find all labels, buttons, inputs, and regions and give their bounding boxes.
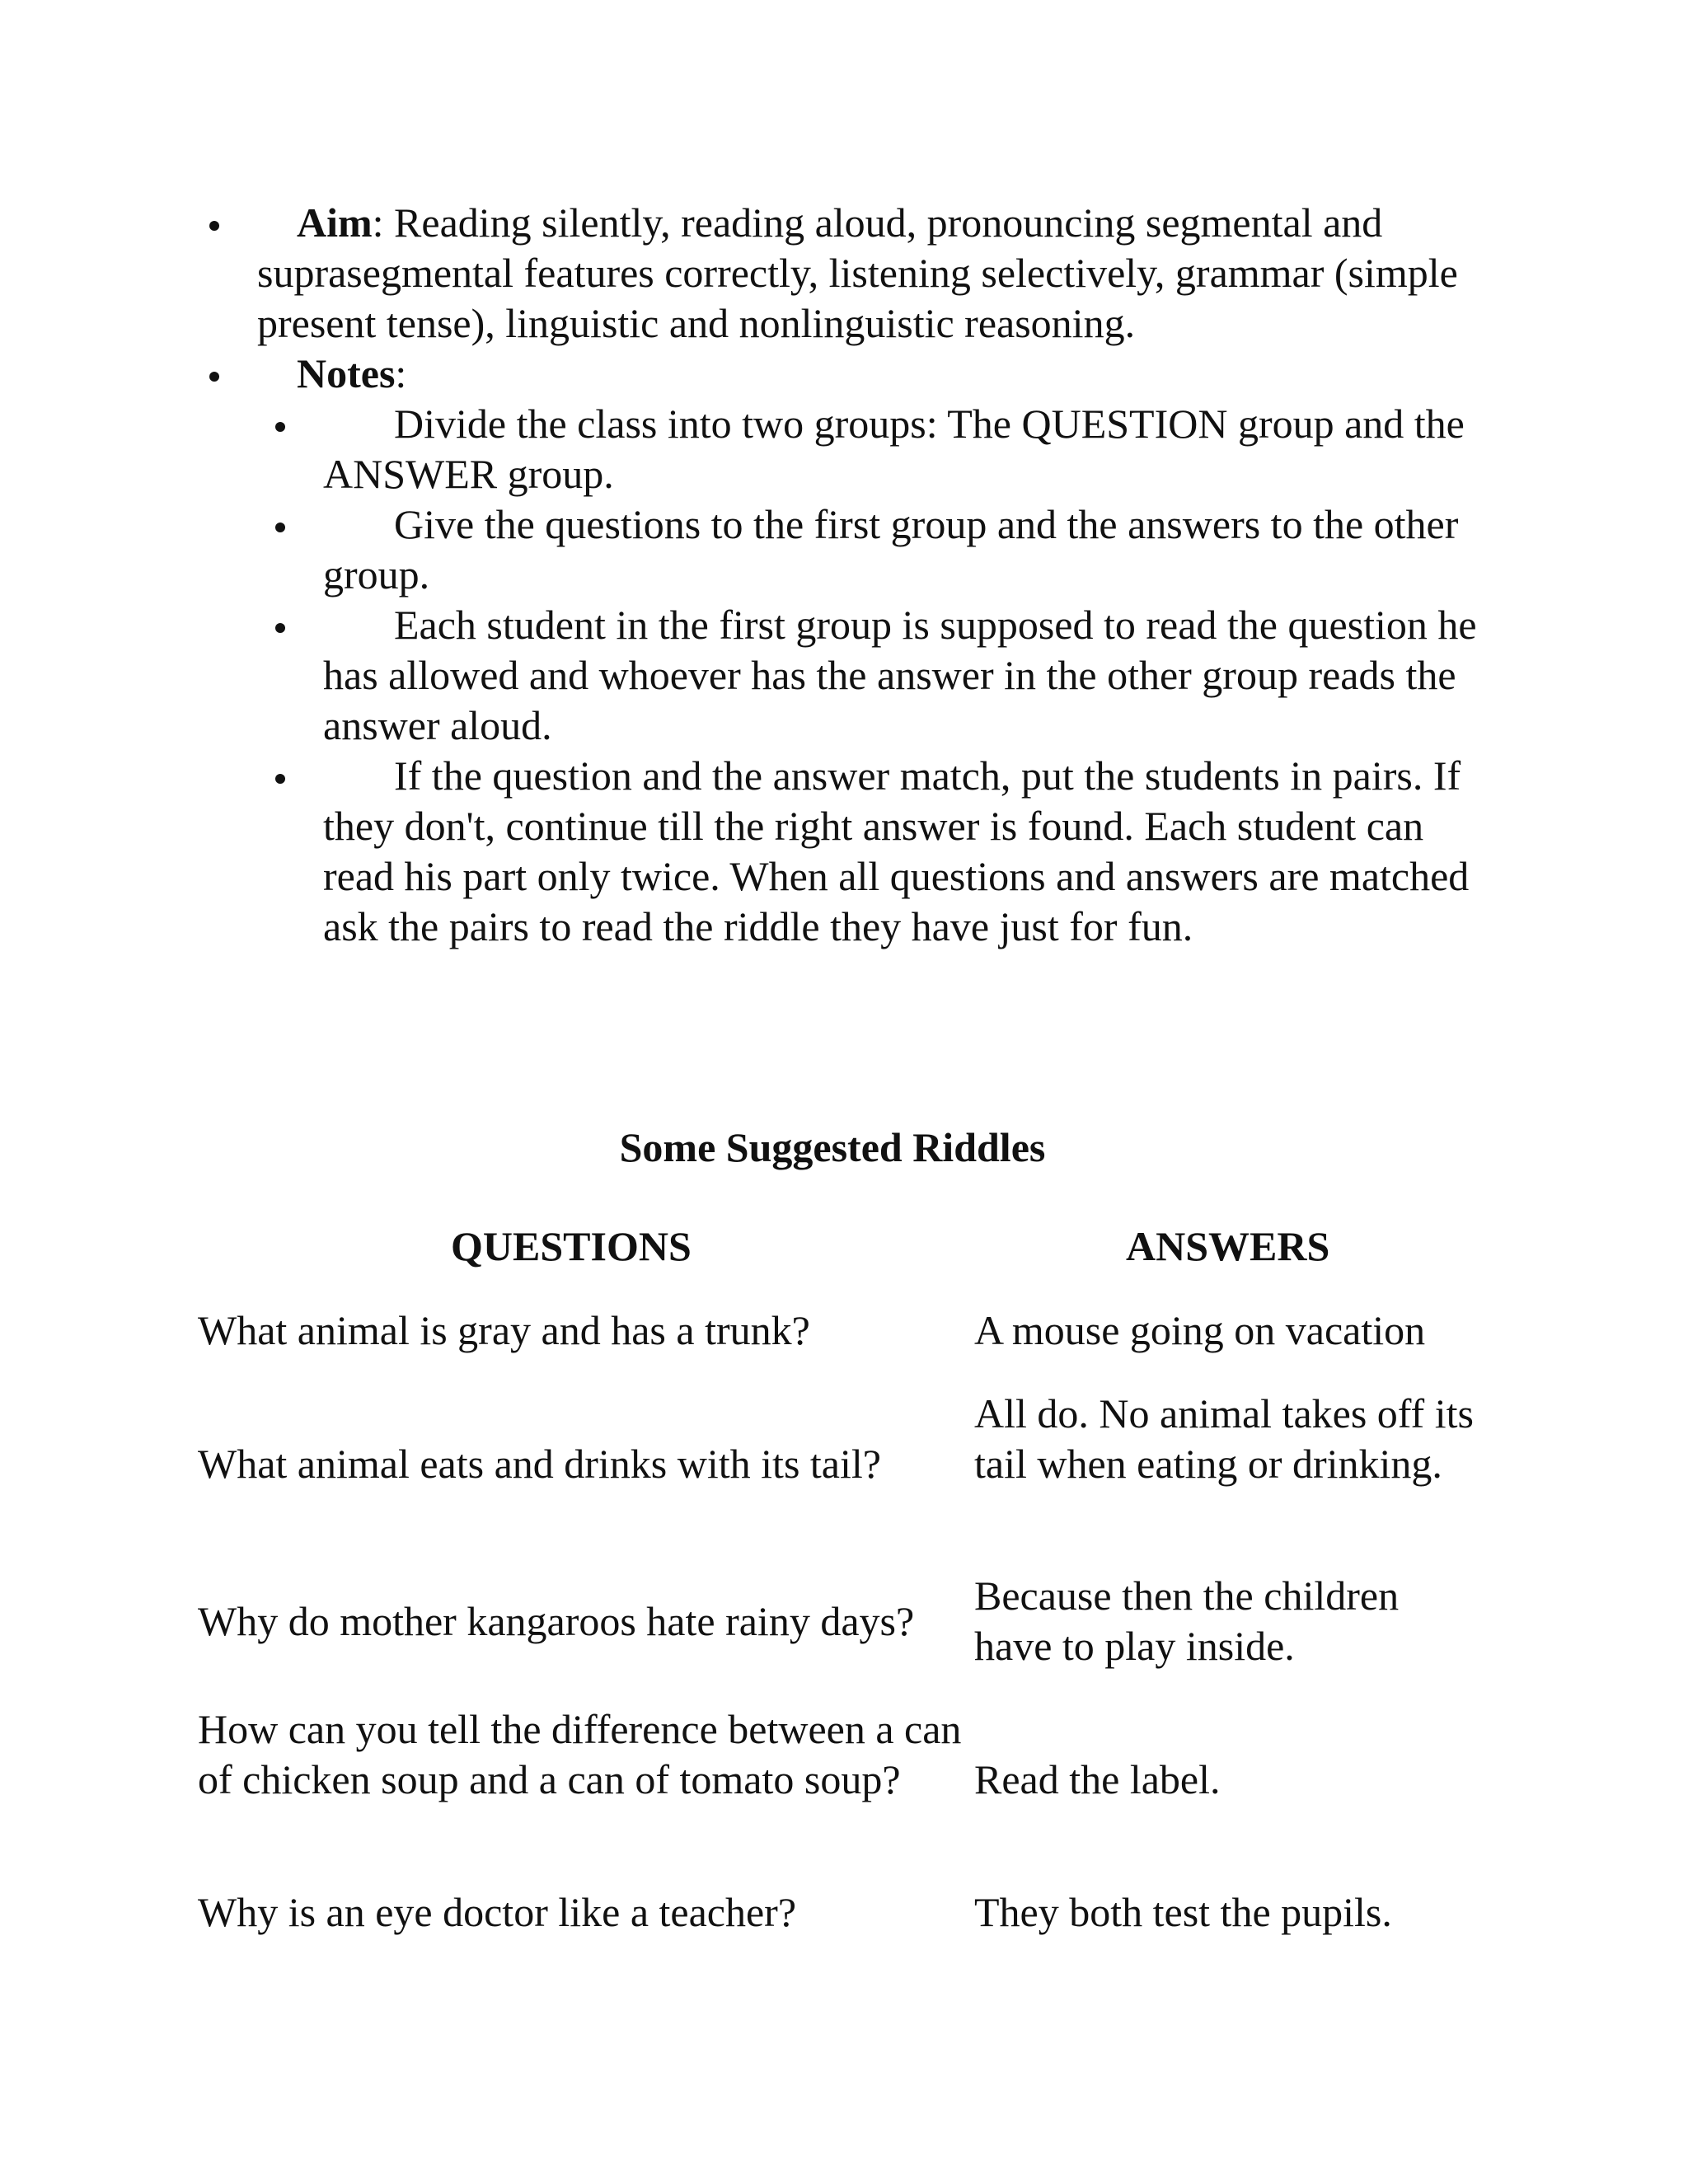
bullet-dot-note-3 (275, 623, 285, 633)
bullet-dot-aim (209, 221, 219, 231)
riddle-answer-2: All do. No animal takes off its tail when eating or drinking. (974, 1390, 1474, 1487)
riddle-answer-5: They both test the pupils. (974, 1889, 1392, 1935)
riddle-answer-4: Read the label. (974, 1756, 1221, 1802)
bullet-dot-notes (209, 372, 219, 382)
bullet-dot-note-1 (275, 422, 285, 432)
notes-label: Notes (297, 350, 396, 396)
answers-header: ANSWERS (1126, 1223, 1330, 1269)
riddle-question-2: What animal eats and drinks with its tail? (198, 1441, 881, 1487)
aim-text: : Reading silently, reading aloud, pronouncing segmental and suprasegmental features correctly, listening selectively, grammar (simple present tense), linguistic and nonlinguistic reasoning. (257, 199, 1458, 346)
bullet-dot-note-2 (275, 523, 285, 532)
note-item-4: If the question and the answer match, put the students in pairs. If they don't, continue till the right answer is found. Each student can read his part only twice. When all questions and answers are matched ask the pairs to read the riddle they have just for fun. (323, 752, 1470, 949)
questions-header: QUESTIONS (451, 1223, 692, 1269)
riddle-question-1: What animal is gray and has a trunk? (198, 1307, 810, 1353)
aim-label: Aim (297, 199, 373, 246)
note-item-3: Each student in the first group is supposed to read the question he has allowed and whoever has the answer in the other group reads the answer aloud. (323, 602, 1477, 748)
bullet-dot-note-4 (275, 774, 285, 784)
riddle-answer-1: A mouse going on vacation (974, 1307, 1426, 1353)
aim-paragraph (257, 198, 1493, 349)
riddle-question-5: Why is an eye doctor like a teacher? (198, 1889, 797, 1935)
notes-colon: : (395, 350, 407, 396)
notes-heading (257, 349, 1493, 399)
riddle-question-4: How can you tell the difference between a can of chicken soup and a can of tomato soup? (198, 1706, 962, 1802)
note-item-2: Give the questions to the first group and the answers to the other group. (323, 501, 1459, 598)
note-item-1: Divide the class into two groups: The QUESTION group and the ANSWER group. (323, 401, 1465, 497)
riddle-answer-3: Because then the children have to play inside. (974, 1572, 1400, 1669)
riddle-question-3: Why do mother kangaroos hate rainy days? (198, 1598, 915, 1644)
riddles-title: Some Suggested Riddles (619, 1124, 1046, 1170)
